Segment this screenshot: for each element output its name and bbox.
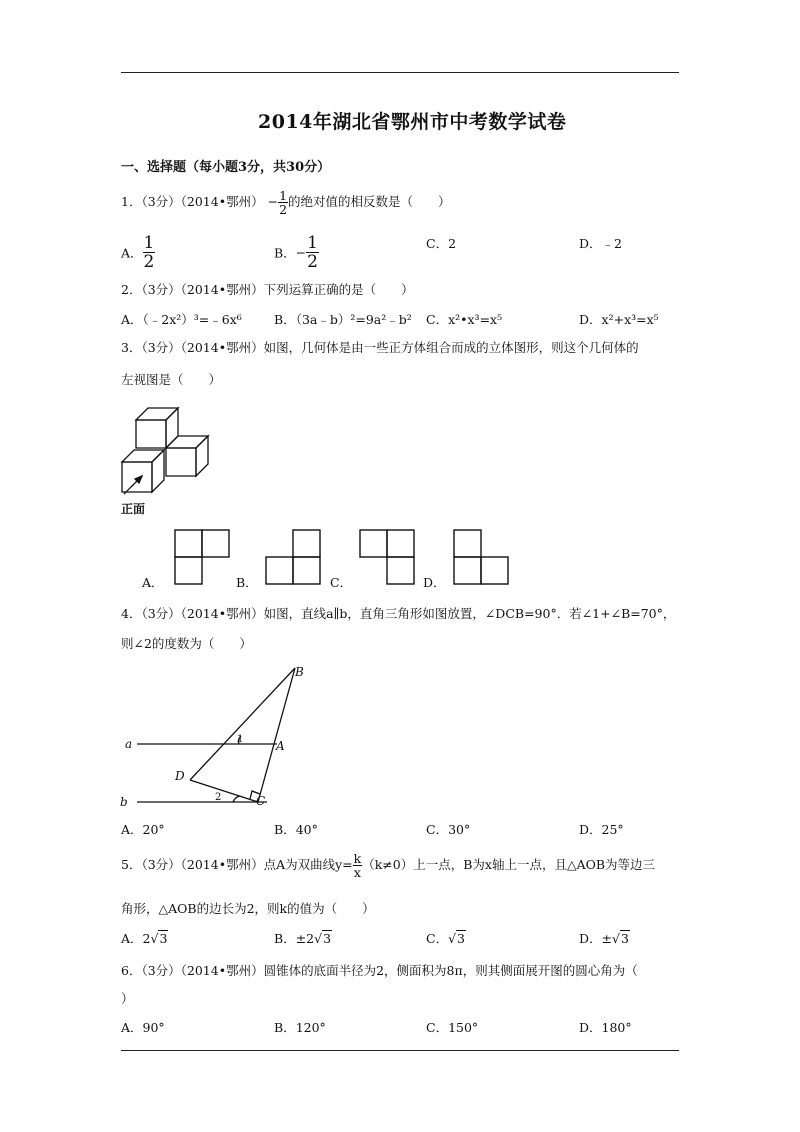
q4-option-a[interactable]: A．20° xyxy=(121,822,165,837)
q3-option-d[interactable]: D． xyxy=(423,575,446,590)
label-line-a: a xyxy=(125,737,133,751)
q2-option-d[interactable]: D．x²+x³=x⁵ xyxy=(579,312,659,327)
top-rule xyxy=(121,72,679,73)
question-1 xyxy=(121,189,451,216)
question-5-line1: 5．（3分）（2014•鄂州）点A为双曲线y= $\frac{k}{x}$ （k≠0）上一点，B为x轴上一点，且△AOB为等边三 xyxy=(121,851,656,880)
q3-option-d-figure xyxy=(453,529,509,585)
question-4-line1: 4．（3分）（2014•鄂州）如图，直线a∥b，直角三角形如图放置，∠DCB=90°．若∠1+∠B=70°， xyxy=(121,606,676,621)
q1-prefix: 1．（3分）（2014•鄂州） xyxy=(121,194,264,209)
q3-option-b[interactable]: B． xyxy=(236,575,258,590)
q5-option-c[interactable]: C．√3 xyxy=(426,931,465,946)
q1-option-c[interactable]: C．2 xyxy=(426,236,457,251)
label-line-b: b xyxy=(120,795,128,809)
q1-suffix: 的绝对值的相反数是（ ） xyxy=(288,194,451,209)
q4-option-b[interactable]: B．40° xyxy=(274,822,318,837)
q6-option-d[interactable]: D．180° xyxy=(579,1020,632,1035)
question-6-line2: ） xyxy=(121,991,134,1006)
q3-front-label: 正面 xyxy=(121,502,146,516)
q5-fraction: $\frac{k}{x}$ xyxy=(353,851,362,880)
q1-option-d[interactable]: D．﹣2 xyxy=(579,236,622,251)
q2-option-a[interactable]: A．（﹣2x²）³=﹣6x⁶ xyxy=(121,312,242,327)
q3-option-a[interactable]: A． xyxy=(142,575,164,590)
section-heading: 一、选择题（每小题3分，共30分） xyxy=(121,160,331,175)
q4-option-c[interactable]: C．30° xyxy=(426,822,471,837)
q4-option-d[interactable]: D．25° xyxy=(579,822,624,837)
question-3-line2: 左视图是（ ） xyxy=(121,372,222,387)
label-c-point: C xyxy=(256,794,266,808)
q3-option-c-figure xyxy=(359,529,415,585)
q4-triangle-figure xyxy=(115,660,315,810)
label-d-point: D xyxy=(175,769,185,783)
q6-option-a[interactable]: A．90° xyxy=(121,1020,165,1035)
q1-option-a[interactable]: A． $\frac{1}{2}$ xyxy=(121,233,155,272)
q6-option-b[interactable]: B．120° xyxy=(274,1020,326,1035)
q3-cube-figure xyxy=(118,400,228,515)
q5-option-b[interactable]: B．±2√3 xyxy=(274,931,332,946)
label-angle-2: 2 xyxy=(215,792,222,803)
question-2: 2．（3分）（2014•鄂州）下列运算正确的是（ ） xyxy=(121,282,414,297)
label-a-point: A xyxy=(276,739,285,753)
q1-option-b[interactable]: B．− $\frac{1}{2}$ xyxy=(274,233,318,272)
q1-b-fraction: $\frac{1}{2}$ xyxy=(307,233,318,272)
q2-option-b[interactable]: B．（3a﹣b）²=9a²﹣b² xyxy=(274,312,412,327)
q3-option-c[interactable]: C． xyxy=(330,575,353,590)
question-3-line1: 3．（3分）（2014•鄂州）如图，几何体是由一些正方体组合而成的立体图形，则这个几何体的 xyxy=(121,340,639,355)
q3-option-a-figure xyxy=(174,529,230,585)
q1-a-fraction: $\frac{1}{2}$ xyxy=(143,233,155,272)
page-title: 2014年湖北省鄂州市中考数学试卷 xyxy=(258,111,567,133)
q1-minus: − xyxy=(267,194,279,209)
question-6-line1: 6．（3分）（2014•鄂州）圆锥体的底面半径为2，侧面积为8π，则其侧面展开图的圆心角为（ xyxy=(121,963,638,978)
q3-option-b-figure xyxy=(265,529,321,585)
q1-fraction: $\frac{1}{2}$ xyxy=(279,188,288,217)
label-angle-1: 1 xyxy=(237,734,244,745)
question-4-line2: 则∠2的度数为（ ） xyxy=(121,636,252,651)
label-b-vertex: B xyxy=(295,665,304,679)
q2-option-c[interactable]: C．x²•x³=x⁵ xyxy=(426,312,503,327)
q5-option-a[interactable]: A．2√3 xyxy=(121,931,168,946)
q6-option-c[interactable]: C．150° xyxy=(426,1020,479,1035)
bottom-rule xyxy=(121,1050,679,1051)
q5-option-d[interactable]: D．±√3 xyxy=(579,931,629,946)
question-5-line2: 角形，△AOB的边长为2，则k的值为（ ） xyxy=(121,901,375,916)
